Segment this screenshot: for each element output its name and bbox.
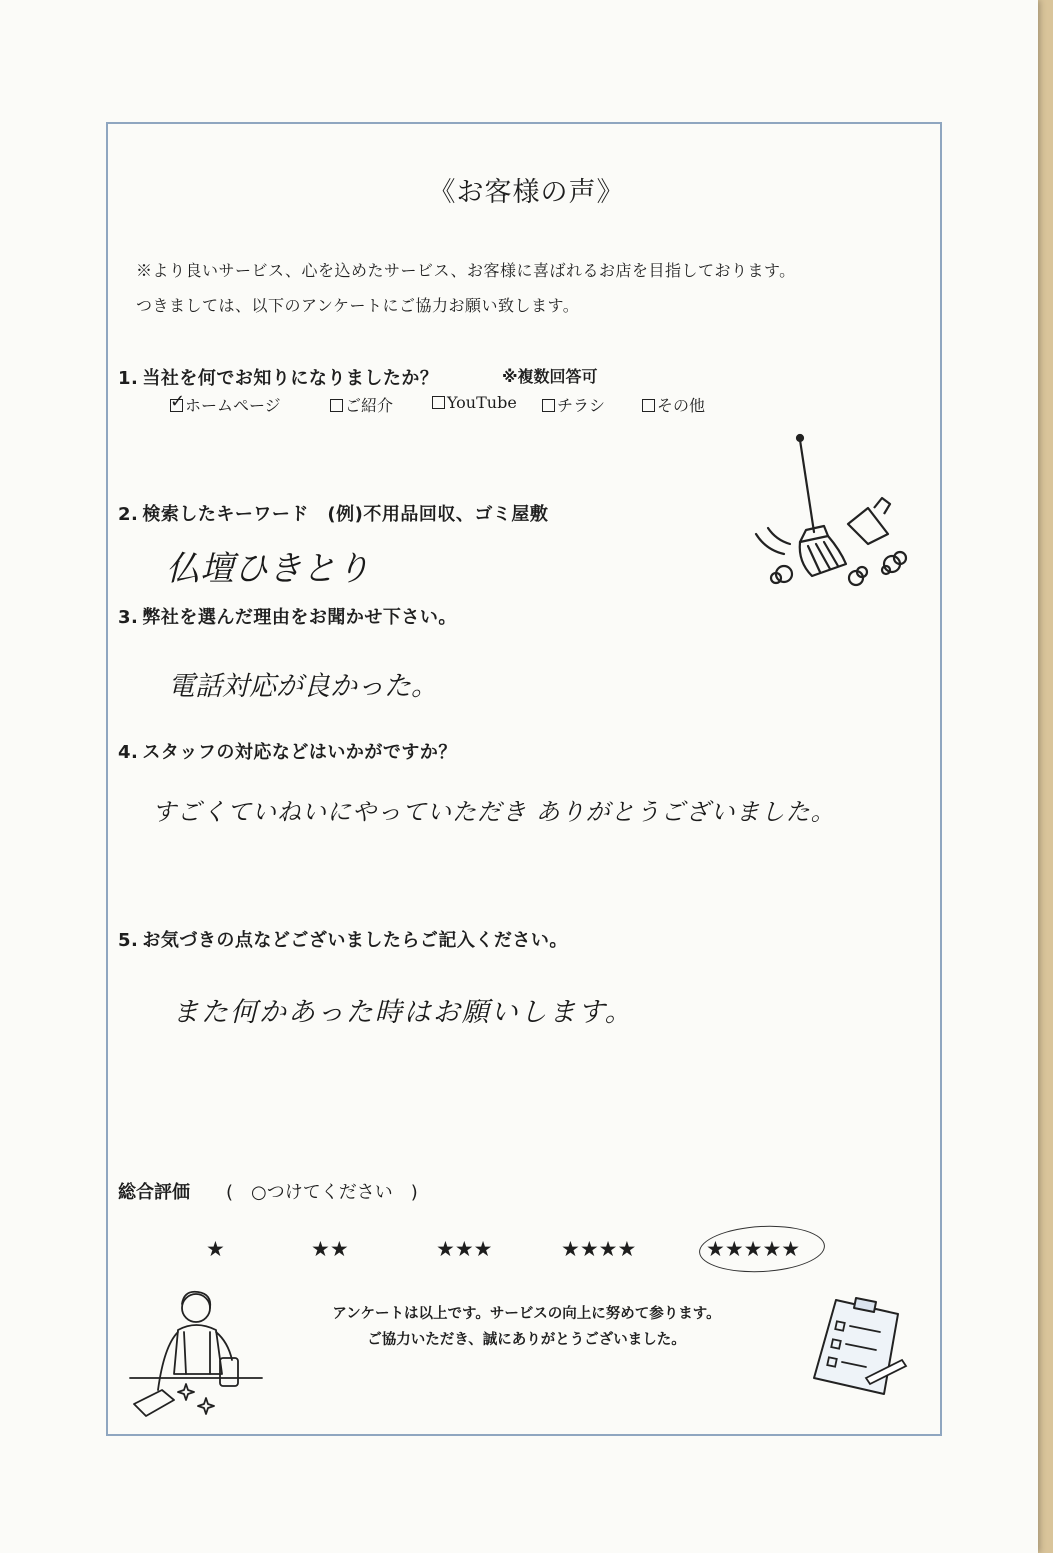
- answer-2-handwritten: 仏壇ひきとり: [166, 549, 370, 589]
- intro-line-2: つきましては、以下のアンケートにご協力お願い致します。: [136, 296, 580, 315]
- dustpan-icon: [848, 498, 890, 544]
- question-1-number: 1.: [118, 368, 139, 389]
- checkbox-checked[interactable]: [170, 391, 186, 412]
- checkbox[interactable]: [642, 399, 655, 412]
- page-title: 《お客様の声》: [428, 177, 625, 208]
- answer-5-handwritten: また何かあった時はお願いします。: [172, 997, 634, 1028]
- question-3-text: 弊社を選んだ理由をお聞かせ下さい。: [142, 607, 457, 628]
- option-label: ご紹介: [345, 396, 394, 415]
- clipboard-checklist-icon: [806, 1290, 916, 1400]
- footer-line-2: ご協力いただき、誠にありがとうございました。: [367, 1332, 686, 1348]
- rating-1-star[interactable]: ★: [206, 1237, 225, 1261]
- option-label: YouTube: [447, 393, 517, 412]
- question-2-text: 検索したキーワード (例)不用品回収、ゴミ屋敷: [142, 504, 549, 525]
- question-4-number: 4.: [118, 742, 139, 763]
- checkbox[interactable]: [432, 396, 445, 409]
- option-other[interactable]: [642, 393, 705, 416]
- question-3: [118, 603, 457, 629]
- multiple-answers-note: ※複数回答可: [502, 367, 598, 386]
- question-2-number: 2.: [118, 504, 139, 525]
- rating-4-stars[interactable]: ★★★★: [561, 1237, 637, 1261]
- broom-icon: [740, 432, 920, 602]
- question-5-number: 5.: [118, 930, 139, 951]
- overall-rating-label: 総合評価: [118, 1182, 190, 1203]
- checkbox[interactable]: [330, 399, 343, 412]
- rating-2-stars[interactable]: ★★: [311, 1237, 349, 1261]
- option-flyer[interactable]: [542, 393, 605, 416]
- question-4-text: スタッフの対応などはいかがですか？: [142, 742, 457, 763]
- checkmark-icon: ✓: [170, 391, 186, 412]
- question-1-text: 当社を何でお知りになりましたか？: [142, 368, 439, 389]
- option-referral[interactable]: [330, 393, 393, 416]
- checkbox[interactable]: [542, 399, 555, 412]
- rating-3-stars[interactable]: ★★★: [436, 1237, 493, 1261]
- answer-3-handwritten: 電話対応が良かった。: [168, 671, 438, 702]
- footer-line-1: アンケートは以上です。サービスの向上に努めて参ります。: [332, 1306, 721, 1322]
- intro-line-1: ※より良いサービス、心を込めたサービス、お客様に喜ばれるお店を目指しております。: [136, 261, 796, 280]
- rating-instruction: ( ○つけてください ): [226, 1182, 418, 1203]
- question-5: [118, 926, 568, 952]
- question-4: [118, 738, 457, 764]
- option-homepage[interactable]: [170, 393, 281, 416]
- option-label: ホームページ: [185, 396, 281, 415]
- question-3-number: 3.: [118, 607, 139, 628]
- question-5-text: お気づきの点などございましたらご記入ください。: [142, 930, 568, 951]
- option-label: チラシ: [557, 396, 606, 415]
- question-1: [118, 364, 438, 390]
- option-youtube[interactable]: [432, 393, 517, 412]
- answer-4-handwritten: すごくていねいにやっていただき ありがとうございました。: [152, 798, 836, 826]
- option-label: その他: [657, 396, 706, 415]
- question-2: [118, 500, 548, 526]
- rating-5-stars[interactable]: ★★★★★: [706, 1237, 801, 1261]
